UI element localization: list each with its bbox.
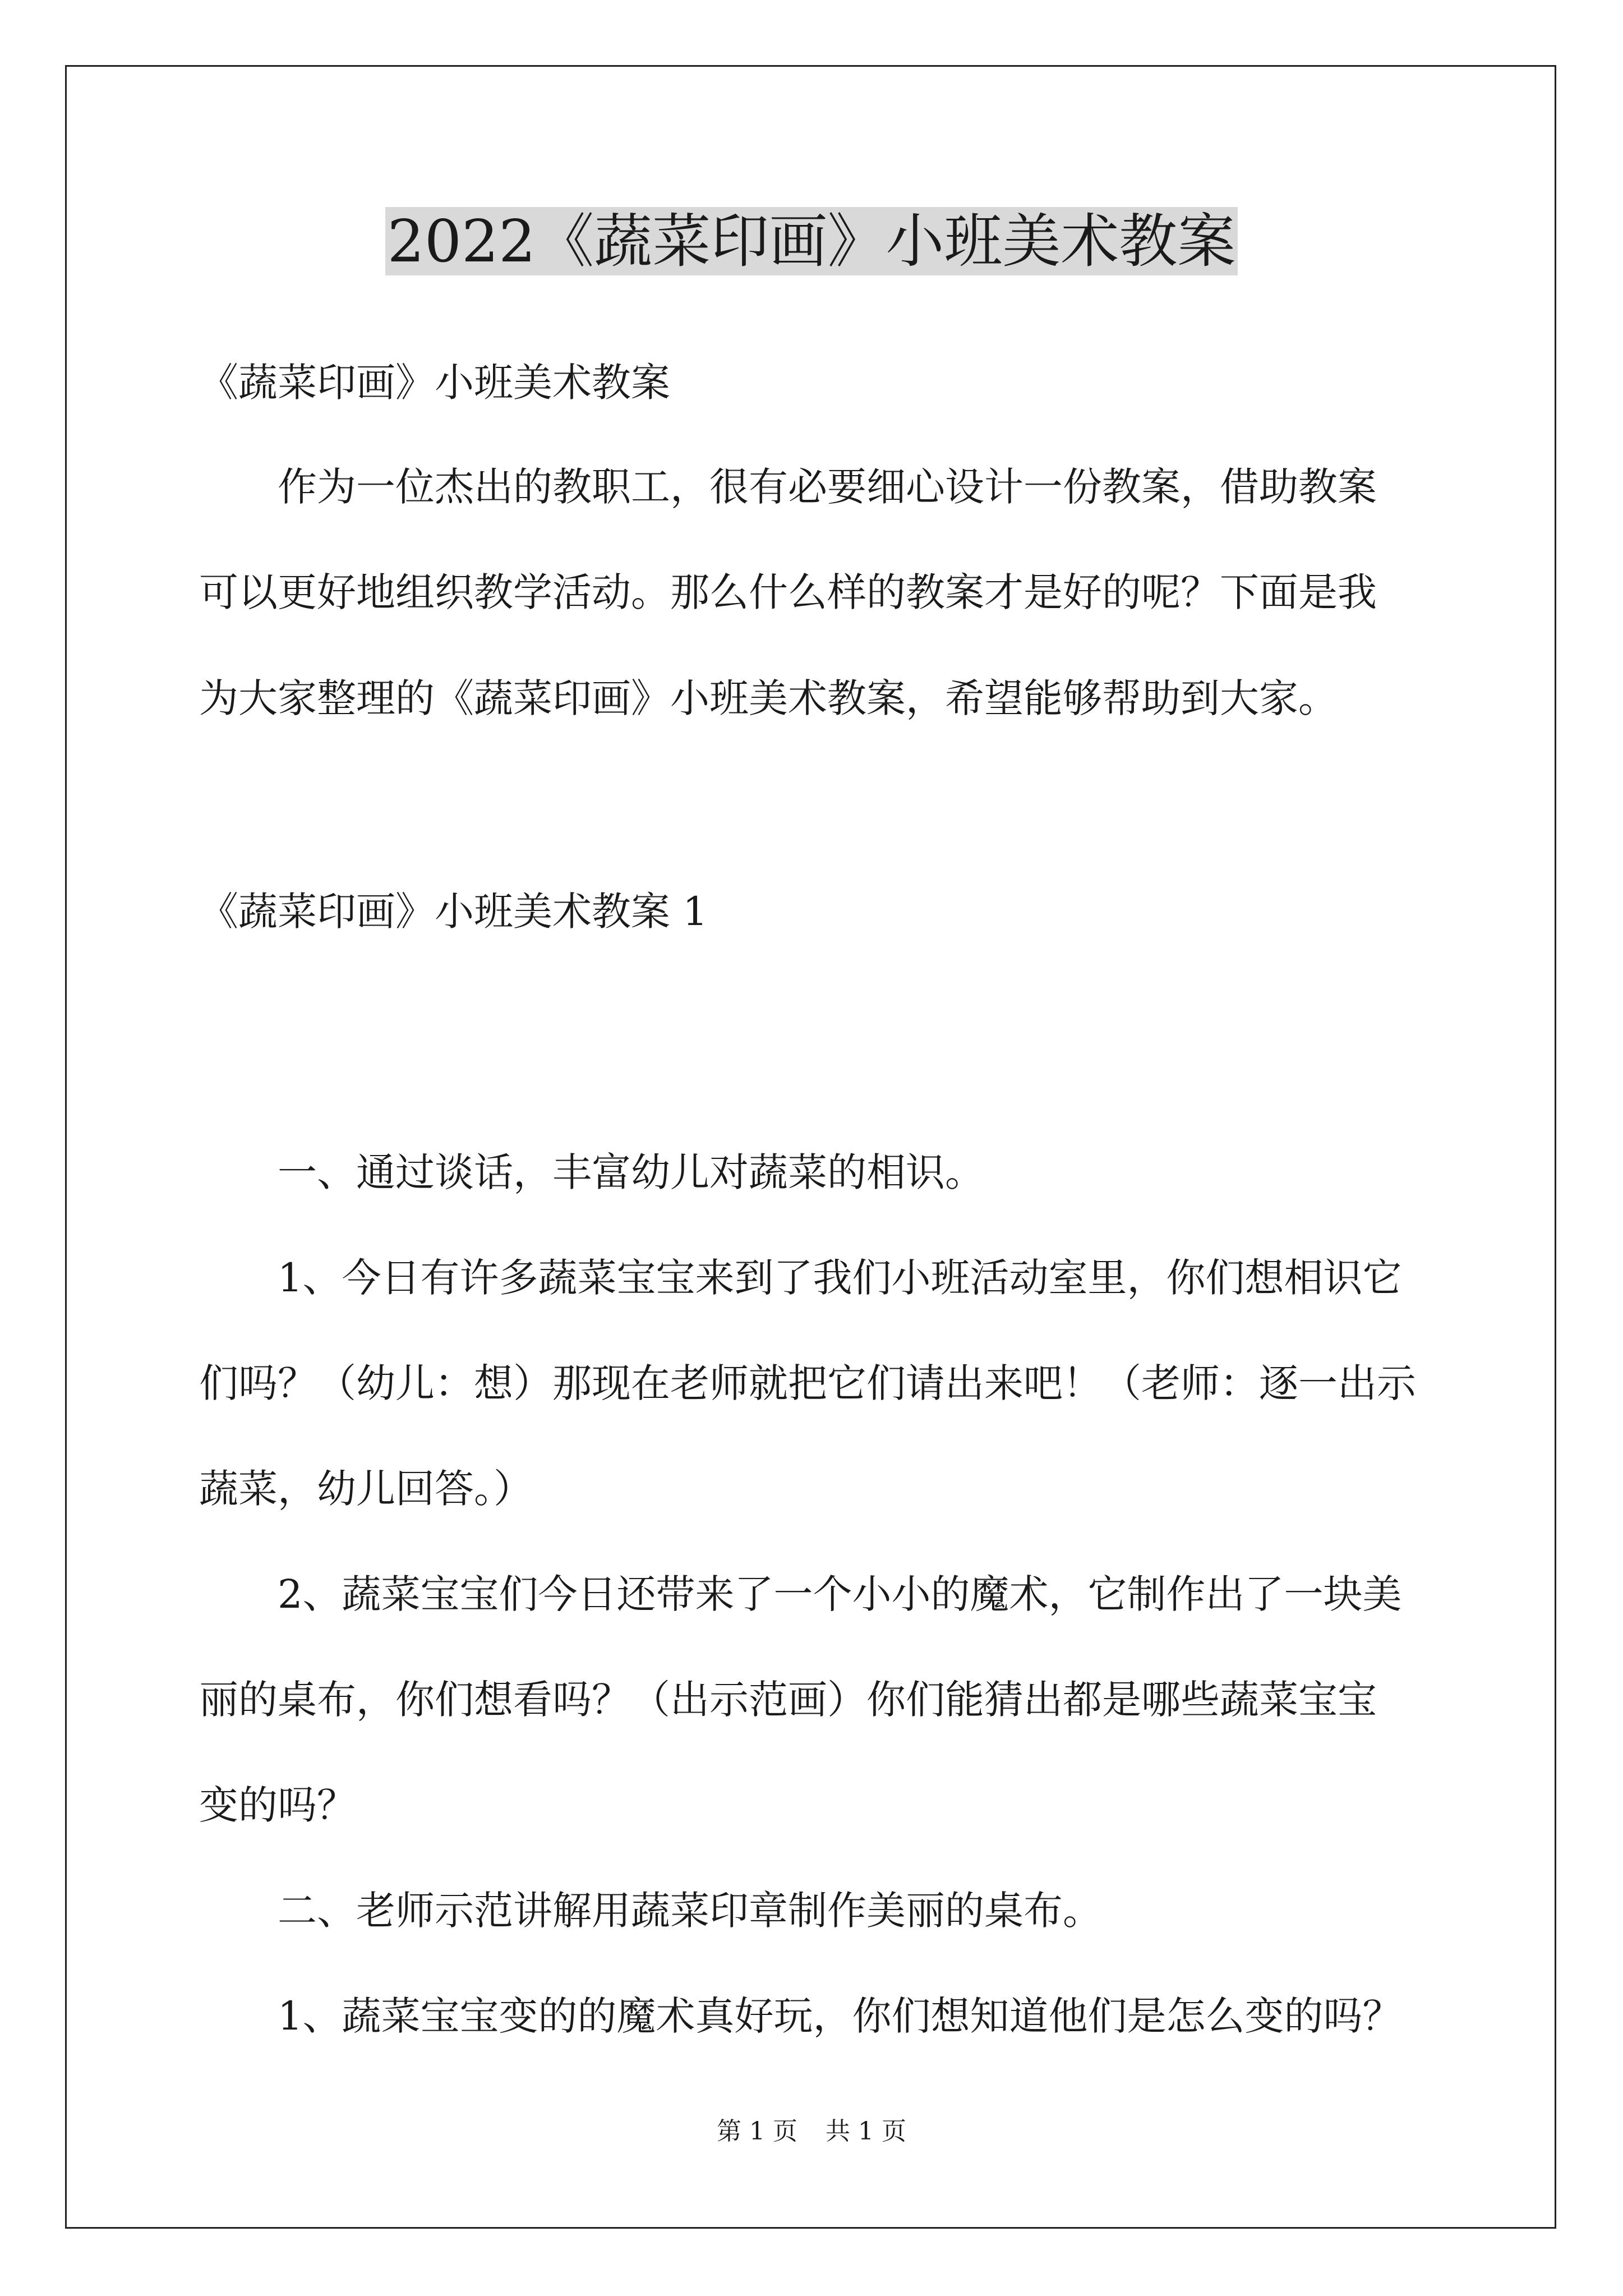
page-footer [0,2115,1623,2148]
part1-item2-line-2: 丽的桌布，你们想看吗？（出示范画）你们能猜出都是哪些蔬菜宝宝 [199,1677,1377,1723]
document-title-text: 2022《蔬菜印画》小班美术教案 [385,207,1238,275]
intro-line-2: 可以更好地组织教学活动。那么什么样的教案才是好的呢？下面是我 [199,569,1377,615]
part2-item1: 1、蔬菜宝宝变的的魔术真好玩，你们想知道他们是怎么变的吗？ [278,1993,1402,2039]
part2-heading: 二、老师示范讲解用蔬菜印章制作美丽的桌布。 [278,1888,1102,1934]
part1-item1-line-1: 1、今日有许多蔬菜宝宝来到了我们小班活动室里，你们想相识它 [278,1255,1402,1301]
part1-item2-line-1: 2、蔬菜宝宝们今日还带来了一个小小的魔术，它制作出了一块美 [278,1571,1402,1617]
intro-line-1: 作为一位杰出的教职工，很有必要细心设计一份教案，借助教案 [278,464,1377,510]
part1-item2-line-3: 变的吗？ [199,1782,356,1828]
document-subtitle: 《蔬菜印画》小班美术教案 [199,360,670,406]
page-number-current: 第 1 页 [717,2117,797,2146]
section-heading: 《蔬菜印画》小班美术教案 1 [199,889,708,935]
part1-heading: 一、通过谈话，丰富幼儿对蔬菜的相识。 [278,1149,984,1195]
part1-item1-line-3: 蔬菜，幼儿回答。） [199,1466,533,1512]
part1-item1-line-2: 们吗？（幼儿：想）那现在老师就把它们请出来吧！（老师：逐一出示 [199,1360,1416,1406]
page-number-total: 共 1 页 [826,2117,906,2146]
intro-line-3: 为大家整理的《蔬菜印画》小班美术教案，希望能够帮助到大家。 [199,675,1338,721]
document-title [0,199,1623,283]
